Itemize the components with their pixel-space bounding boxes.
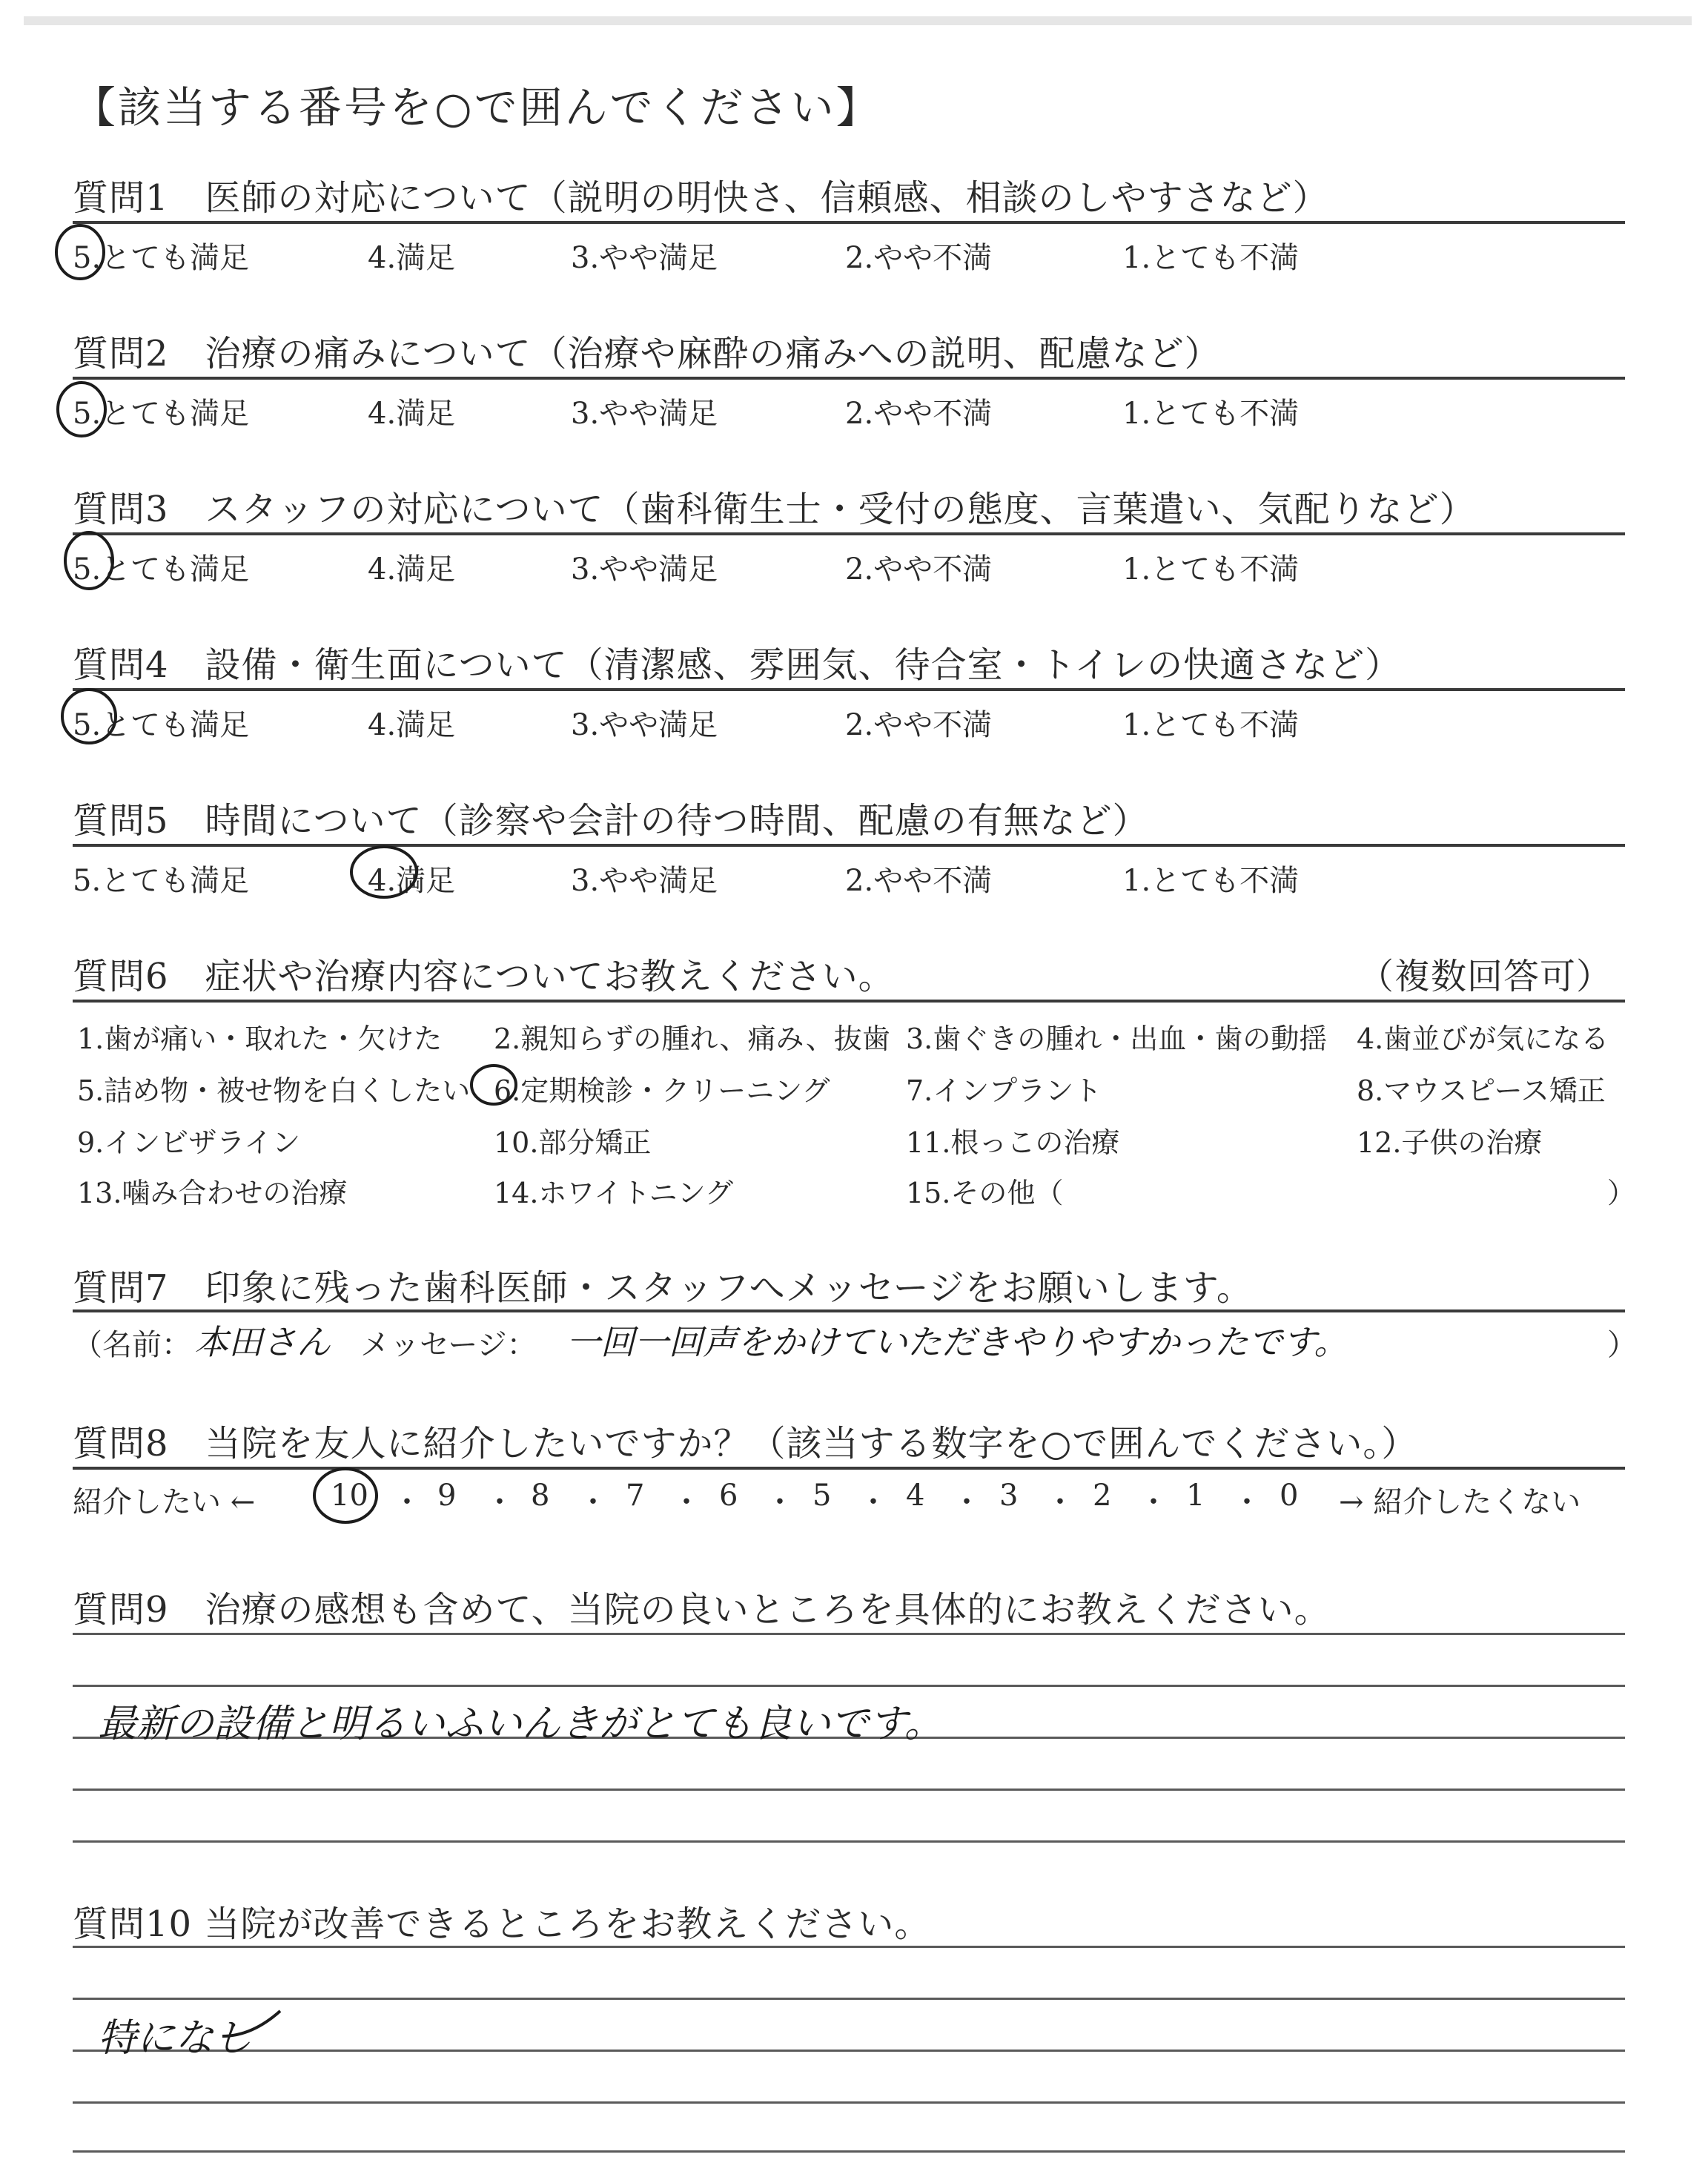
q1-option-5[interactable]: 5.とても満足	[73, 241, 250, 275]
q4-option-1[interactable]: 1.とても不満	[1122, 708, 1300, 742]
q4-option-2[interactable]: 2.やや不満	[845, 708, 993, 742]
page-title: 【該当する番号を○で囲んでください】	[73, 82, 881, 133]
q8-right-label: → 紹介したくない	[1339, 1485, 1581, 1519]
q10-answer[interactable]: 特になし	[98, 2016, 253, 2061]
question-2-title: 質問2 治療の痛みについて（治療や麻酔の痛みへの説明、配慮など）	[73, 333, 1221, 374]
question-3-title: 質問3 スタッフの対応について（歯科衛生士・受付の態度、言葉遣い、気配りなど）	[73, 489, 1476, 530]
divider	[73, 1309, 1625, 1312]
scale-1[interactable]: 1	[1186, 1479, 1205, 1513]
q6-close-paren: ）	[1607, 1177, 1636, 1209]
q6-item-14[interactable]: 14.ホワイトニング	[494, 1177, 734, 1209]
scale-dot: ・	[858, 1485, 888, 1519]
q7-message-label: メッセージ：	[360, 1328, 537, 1362]
q2-option-5[interactable]: 5.とても満足	[73, 397, 250, 431]
q3-option-1[interactable]: 1.とても不満	[1122, 552, 1300, 587]
scale-dot: ・	[1232, 1485, 1262, 1519]
q6-item-3[interactable]: 3.歯ぐきの腫れ・出血・歯の動揺	[906, 1023, 1328, 1055]
q2-option-1[interactable]: 1.とても不満	[1122, 397, 1300, 431]
scale-8[interactable]: 8	[531, 1479, 550, 1513]
q7-close-paren: ）	[1607, 1328, 1637, 1362]
q2-option-4[interactable]: 4.満足	[368, 397, 456, 431]
scale-6[interactable]: 6	[719, 1479, 738, 1513]
question-10-title: 質問10 当院が改善できるところをお教えください。	[73, 1903, 931, 1945]
q6-item-8[interactable]: 8.マウスピース矯正	[1357, 1074, 1606, 1107]
q3-option-3[interactable]: 3.やや満足	[571, 552, 718, 587]
q5-option-5[interactable]: 5.とても満足	[73, 864, 250, 898]
q6-item-5[interactable]: 5.詰め物・被せ物を白くしたい	[77, 1074, 471, 1107]
q1-option-3[interactable]: 3.やや満足	[571, 241, 718, 275]
q2-option-2[interactable]: 2.やや不満	[845, 397, 993, 431]
scale-5[interactable]: 5	[812, 1479, 832, 1513]
divider	[73, 221, 1625, 224]
question-8-title: 質問8 当院を友人に紹介したいですか？（該当する数字を○で囲んでください。）	[73, 1423, 1418, 1464]
q4-option-3[interactable]: 3.やや満足	[571, 708, 718, 742]
q7-name-value[interactable]: 本田さん	[194, 1322, 331, 1362]
question-6-title: 質問6 症状や治療内容についてお教えください。	[73, 956, 895, 997]
answer-line	[73, 1685, 1625, 1687]
q3-option-5[interactable]: 5.とても満足	[73, 552, 250, 587]
scale-dot: ・	[485, 1485, 514, 1519]
q9-answer[interactable]: 最新の設備と明るいふいんきがとても良いです。	[98, 1702, 943, 1746]
q1-option-1[interactable]: 1.とても不満	[1122, 241, 1300, 275]
scale-7[interactable]: 7	[626, 1479, 645, 1513]
scale-dot: ・	[578, 1485, 608, 1519]
q5-option-1[interactable]: 1.とても不満	[1122, 864, 1300, 898]
q6-item-10[interactable]: 10.部分矯正	[494, 1126, 652, 1159]
q4-option-5[interactable]: 5.とても満足	[73, 708, 250, 742]
answer-line	[73, 1840, 1625, 1843]
q6-item-7[interactable]: 7.インプラント	[906, 1074, 1102, 1107]
answer-line	[73, 1633, 1625, 1635]
q6-item-12[interactable]: 12.子供の治療	[1357, 1126, 1543, 1159]
question-5-title: 質問5 時間について（診察や会計の待つ時間、配慮の有無など）	[73, 800, 1149, 842]
scale-dot: ・	[1139, 1485, 1168, 1519]
question-4-title: 質問4 設備・衛生面について（清潔感、雰囲気、待合室・トイレの快適さなど）	[73, 644, 1402, 686]
q6-item-2[interactable]: 2.親知らずの腫れ、痛み、抜歯	[494, 1023, 890, 1055]
q3-option-2[interactable]: 2.やや不満	[845, 552, 993, 587]
answer-line	[73, 1998, 1625, 2000]
answer-line	[73, 2150, 1625, 2153]
divider	[73, 688, 1625, 691]
question-9-title: 質問9 治療の感想も含めて、当院の良いところを具体的にお教えください。	[73, 1589, 1331, 1631]
divider	[73, 377, 1625, 380]
answer-line	[73, 1946, 1625, 1948]
q6-item-4[interactable]: 4.歯並びが気になる	[1357, 1023, 1609, 1055]
q7-message-value[interactable]: 一回一回声をかけていただきやりやすかったです。	[566, 1322, 1348, 1362]
q6-item-9[interactable]: 9.インビザライン	[77, 1126, 301, 1159]
q3-option-4[interactable]: 4.満足	[368, 552, 456, 587]
divider	[73, 1467, 1625, 1470]
divider	[73, 1000, 1625, 1003]
question-1-title: 質問1 医師の対応について（説明の明快さ、信頼感、相談のしやすさなど）	[73, 177, 1329, 219]
divider	[73, 844, 1625, 847]
scale-10[interactable]: 10	[331, 1479, 368, 1513]
scale-dot: ・	[765, 1485, 795, 1519]
q6-item-11[interactable]: 11.根っこの治療	[906, 1126, 1120, 1159]
scale-0[interactable]: 0	[1280, 1479, 1299, 1513]
scale-dot: ・	[392, 1485, 422, 1519]
q5-option-2[interactable]: 2.やや不満	[845, 864, 993, 898]
q8-left-label: 紹介したい ←	[73, 1485, 256, 1519]
q5-option-4[interactable]: 4.満足	[368, 864, 456, 898]
answer-line	[73, 2050, 1625, 2052]
scale-3[interactable]: 3	[999, 1479, 1019, 1513]
q6-item-6[interactable]: 6.定期検診・クリーニング	[494, 1074, 830, 1107]
q2-option-3[interactable]: 3.やや満足	[571, 397, 718, 431]
q6-item-1[interactable]: 1.歯が痛い・取れた・欠けた	[77, 1023, 443, 1055]
q6-item-15[interactable]: 15.その他（	[906, 1177, 1064, 1209]
scale-dot: ・	[672, 1485, 701, 1519]
answer-line	[73, 2101, 1625, 2104]
scale-dot: ・	[1045, 1485, 1075, 1519]
question-7-title: 質問7 印象に残った歯科医師・スタッフへメッセージをお願いします。	[73, 1267, 1253, 1309]
scale-4[interactable]: 4	[906, 1479, 925, 1513]
q6-item-13[interactable]: 13.噛み合わせの治療	[77, 1177, 348, 1209]
answer-line	[73, 1789, 1625, 1791]
scale-dot: ・	[952, 1485, 982, 1519]
divider	[73, 532, 1625, 535]
question-6-note: （複数回答可）	[1358, 956, 1613, 997]
q1-option-2[interactable]: 2.やや不満	[845, 241, 993, 275]
q1-option-4[interactable]: 4.満足	[368, 241, 456, 275]
q4-option-4[interactable]: 4.満足	[368, 708, 456, 742]
q7-name-label: （名前：	[73, 1328, 191, 1362]
scan-edge	[24, 16, 1692, 25]
scale-2[interactable]: 2	[1093, 1479, 1112, 1513]
q5-option-3[interactable]: 3.やや満足	[571, 864, 718, 898]
scale-9[interactable]: 9	[437, 1479, 457, 1513]
